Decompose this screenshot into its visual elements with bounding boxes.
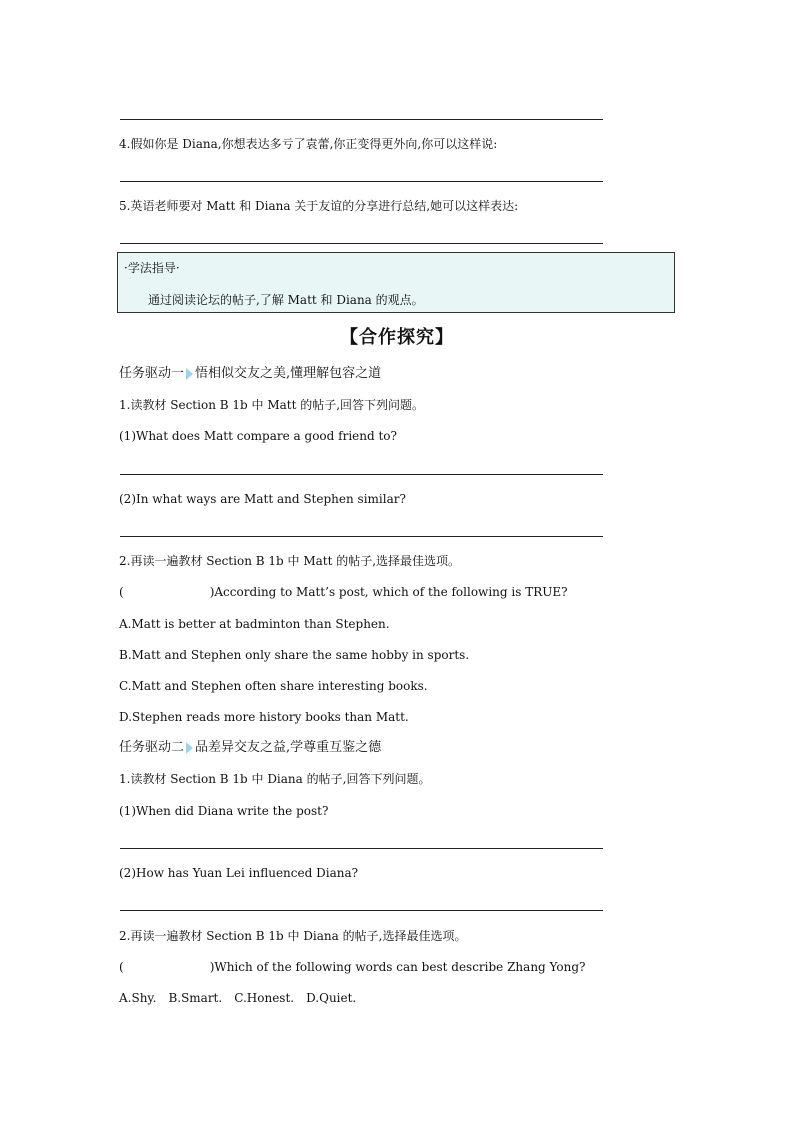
task-1-title: 悟相似交友之美,懂理解包容之道 [195, 366, 382, 381]
option-a: A.Matt is better at badminton than Stephen. [119, 617, 390, 631]
arrow-icon [186, 368, 193, 380]
task-1-question-2-stem [119, 584, 568, 600]
task-1-prefix: 任务驱动一 [119, 366, 185, 381]
answer-paren-open: ( [119, 960, 124, 974]
task-1-question-2: 2.再读一遍教材 Section B 1b 中 Matt 的帖子,选择最佳选项。 [119, 554, 461, 568]
task-2-question-2-stem [119, 959, 586, 975]
task-2-question-1: 1.读教材 Section B 1b 中 Diana 的帖子,回答下列问题。 [119, 772, 431, 786]
task-2-heading [119, 740, 381, 756]
answer-line[interactable] [120, 848, 603, 849]
answer-line[interactable] [120, 181, 603, 182]
task-2-options [119, 990, 368, 1006]
question-5: 5.英语老师要对 Matt 和 Diana 关于友谊的分享进行总结,她可以这样表达: [119, 199, 519, 213]
option-c: C.Honest. [234, 991, 295, 1005]
answer-line[interactable] [120, 243, 603, 244]
task-1-question-1-1: (1)What does Matt compare a good friend to? [119, 429, 397, 443]
section-title: 【合作探究】 [340, 327, 454, 348]
tip-body: 通过阅读论坛的帖子,了解 Matt 和 Diana 的观点。 [148, 293, 424, 307]
question-stem: )Which of the following words can best describe Zhang Yong? [209, 960, 586, 974]
task-1-question-1: 1.读教材 Section B 1b 中 Matt 的帖子,回答下列问题。 [119, 398, 425, 412]
option-d: D.Quiet. [306, 991, 357, 1005]
task-1-question-1-2: (2)In what ways are Matt and Stephen similar? [119, 492, 406, 506]
option-b: B.Smart. [168, 991, 223, 1005]
option-d: D.Stephen reads more history books than Matt. [119, 710, 409, 724]
answer-line[interactable] [120, 474, 603, 475]
question-4: 4.假如你是 Diana,你想表达多亏了袁蕾,你正变得更外向,你可以这样说: [119, 137, 498, 151]
task-1-heading [119, 366, 381, 382]
tip-title: ·学法指导· [124, 261, 180, 275]
question-stem: )According to Matt’s post, which of the following is TRUE? [209, 585, 568, 599]
task-2-title: 品差异交友之益,学尊重互鉴之德 [195, 740, 382, 755]
answer-paren-open: ( [119, 585, 124, 599]
option-a: A.Shy. [119, 991, 157, 1005]
answer-line[interactable] [120, 536, 603, 537]
answer-line[interactable] [120, 119, 603, 120]
arrow-icon [186, 742, 193, 754]
option-b: B.Matt and Stephen only share the same hobby in sports. [119, 648, 470, 662]
task-2-question-2: 2.再读一遍教材 Section B 1b 中 Diana 的帖子,选择最佳选项。 [119, 929, 467, 943]
study-tip-box [117, 252, 675, 313]
task-2-question-1-2: (2)How has Yuan Lei influenced Diana? [119, 866, 359, 880]
option-c: C.Matt and Stephen often share interesting books. [119, 679, 428, 693]
task-2-prefix: 任务驱动二 [119, 740, 185, 755]
task-2-question-1-1: (1)When did Diana write the post? [119, 804, 329, 818]
answer-line[interactable] [120, 910, 603, 911]
